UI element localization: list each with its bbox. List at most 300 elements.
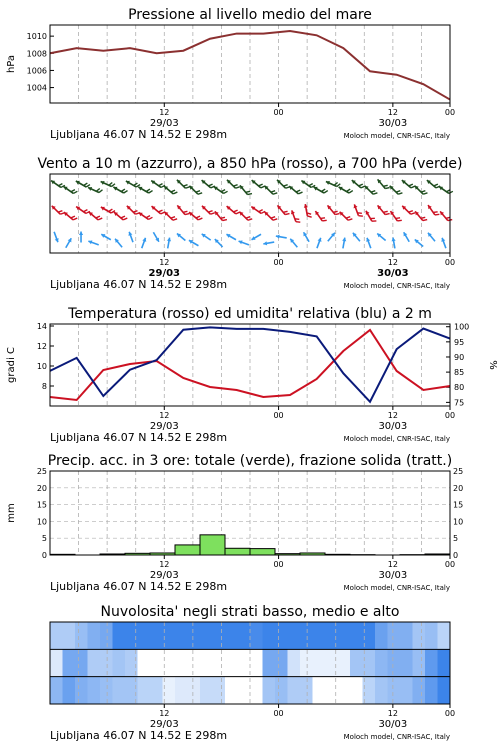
wind-feather — [198, 193, 202, 194]
wind-barb-10-m — [317, 238, 322, 248]
cloud-cell-basso — [63, 677, 76, 704]
wind-barb-700-hpa — [151, 181, 165, 188]
date-label: 29/03 — [149, 719, 179, 730]
y-tick-label: 25 — [36, 467, 47, 476]
wind-feather — [337, 184, 341, 187]
wind-feather — [149, 191, 153, 193]
wind-feather — [307, 216, 311, 217]
x-tick-label: 12 — [387, 709, 398, 718]
cloud-cell-alto — [288, 622, 301, 649]
wind-feather — [298, 192, 302, 194]
wind-barb-700-hpa — [51, 181, 65, 188]
y-tick-label: 15 — [36, 500, 47, 510]
cloud-cell-basso — [438, 677, 451, 704]
wind-feather — [324, 191, 328, 193]
wind-arrowhead — [79, 232, 83, 236]
precip-bar — [225, 548, 250, 555]
wind-barb-850-hpa — [114, 212, 127, 220]
wind-feather — [246, 191, 250, 192]
date-label: 30/03 — [378, 719, 408, 730]
wind-barb-700-hpa — [301, 181, 315, 188]
wind-feather — [398, 193, 402, 194]
cloud-cell-alto — [375, 622, 388, 649]
wind-feather — [321, 189, 325, 191]
precip-bar — [200, 535, 225, 555]
wind-feather — [283, 211, 287, 212]
wind-barb-700-hpa — [339, 187, 353, 193]
cloud-cell-medio — [238, 649, 251, 676]
wind-barb-10-m — [54, 232, 59, 242]
wind-barb-10-m — [101, 234, 111, 240]
x-tick-label: 00 — [444, 108, 456, 117]
cloud-cell-basso — [300, 677, 313, 704]
cloud-cell-alto — [88, 622, 101, 649]
cloud-cell-alto — [313, 622, 326, 649]
panel-title: Precip. acc. in 3 ore: totale (verde), frazione solida (tratt.) — [47, 453, 453, 469]
location-label: Ljubljana 46.07 N 14.52 E 298m — [50, 128, 228, 141]
wind-barb-10-m — [415, 239, 423, 246]
cloud-cell-alto — [150, 622, 163, 649]
wind-feather — [333, 211, 337, 212]
cloud-cell-basso — [113, 677, 126, 704]
location-label: Ljubljana 46.07 N 14.52 E 298m — [50, 431, 228, 444]
wind-barb-10-m — [377, 233, 385, 240]
wind-feather — [397, 220, 401, 221]
wind-feather — [98, 218, 102, 220]
wind-barb-850-hpa — [265, 212, 278, 220]
y-tick-label: 10 — [36, 362, 47, 371]
wind-barb-700-hpa — [214, 187, 228, 194]
y2-tick-label: 100 — [454, 322, 470, 332]
cloud-cell-basso — [288, 677, 301, 704]
date-label: 29/03 — [148, 268, 181, 279]
wind-feather — [423, 220, 427, 221]
wind-feather — [409, 184, 413, 186]
cloud-cell-alto — [275, 622, 288, 649]
cloud-cell-medio — [250, 649, 263, 676]
y2-tick-label: 90 — [454, 352, 465, 362]
cloud-cell-medio — [400, 649, 413, 676]
wind-barb-700-hpa — [88, 187, 102, 192]
wind-barb-700-hpa — [227, 180, 240, 188]
location-label: Ljubljana 46.07 N 14.52 E 298m — [50, 729, 228, 742]
y-axis-label: gradi C — [6, 347, 17, 383]
wind-feather — [348, 219, 352, 220]
x-tick-label: 00 — [273, 108, 284, 117]
y2-tick-label: 25 — [453, 467, 464, 476]
wind-barb-850-hpa — [390, 211, 401, 221]
cloud-cell-alto — [438, 622, 451, 649]
wind-barb-10-m — [189, 240, 199, 246]
wind-barb-10-m — [276, 235, 287, 239]
wind-feather — [322, 220, 326, 221]
y-tick-label: 1006 — [26, 66, 47, 76]
model-credit: Moloch model, CNR-ISAC, Italy — [343, 435, 450, 443]
cloud-cell-medio — [75, 649, 88, 676]
wind-barb-850-hpa — [215, 211, 227, 220]
y-axis-label: mm — [6, 503, 17, 523]
cloud-cell-medio — [313, 649, 326, 676]
cloud-cell-basso — [50, 677, 63, 704]
wind-feather — [109, 209, 113, 211]
wind-feather — [109, 182, 113, 185]
date-label: 30/03 — [378, 421, 408, 432]
wind-feather — [146, 189, 150, 191]
wind-feather — [71, 216, 75, 218]
wind-feather — [433, 212, 437, 213]
cloud-cell-alto — [238, 622, 251, 649]
model-credit: Moloch model, CNR-ISAC, Italy — [343, 733, 450, 741]
location-label: Ljubljana 46.07 N 14.52 E 298m — [50, 580, 228, 593]
wind-barb-850-hpa — [101, 207, 115, 213]
wind-feather — [73, 218, 77, 220]
wind-feather — [295, 219, 299, 220]
wind-feather — [196, 191, 200, 192]
wind-feather — [273, 193, 277, 194]
cloud-cell-alto — [113, 622, 126, 649]
cloud-cell-medio — [175, 649, 188, 676]
wind-feather — [96, 216, 100, 218]
cloud-cell-alto — [338, 622, 351, 649]
wind-barb-850-hpa — [202, 206, 215, 214]
wind-barb-850-hpa — [315, 211, 326, 221]
cloud-cell-medio — [50, 649, 63, 676]
wind-barb-700-hpa — [76, 181, 90, 187]
cloud-cell-medio — [338, 649, 351, 676]
x-tick-label: 12 — [387, 258, 398, 267]
wind-feather — [83, 210, 87, 212]
wind-barb-850-hpa — [227, 206, 240, 214]
cloud-cell-alto — [188, 622, 201, 649]
precip-bar — [175, 545, 200, 555]
wind-barb-700-hpa — [189, 186, 202, 194]
wind-feather — [84, 183, 88, 185]
wind-feather — [121, 189, 125, 191]
wind-barb-10-m — [328, 233, 335, 241]
wind-feather — [373, 193, 377, 194]
wind-feather — [112, 184, 116, 187]
wind-feather — [159, 184, 163, 186]
y-tick-label: 1008 — [26, 49, 47, 59]
y2-tick-label: 10 — [453, 517, 464, 527]
wind-barb-700-hpa — [252, 180, 265, 188]
cloud-cell-basso — [425, 677, 438, 704]
cloud-cell-basso — [200, 677, 213, 704]
wind-feather — [208, 184, 212, 186]
wind-feather — [248, 219, 252, 220]
precip-bar — [250, 549, 275, 555]
wind-barb-10-m — [167, 238, 171, 249]
panel-title: Pressione al livello medio del mare — [128, 7, 372, 23]
wind-feather — [285, 214, 289, 215]
cloud-cell-basso — [88, 677, 101, 704]
wind-feather — [224, 191, 228, 193]
wind-feather — [171, 190, 175, 192]
wind-barb-10-m — [263, 241, 274, 245]
cloud-cell-basso — [413, 677, 426, 704]
wind-feather — [358, 216, 362, 217]
wind-feather — [133, 211, 137, 212]
cloud-cell-alto — [350, 622, 363, 649]
wind-barb-10-m — [428, 233, 435, 241]
x-tick-label: 00 — [273, 560, 284, 569]
cloud-cell-basso — [375, 677, 388, 704]
x-tick-label: 12 — [159, 709, 170, 718]
wind-barb-10-m — [342, 238, 346, 249]
wind-barb-10-m — [441, 238, 446, 248]
cloud-cell-alto — [138, 622, 151, 649]
wind-barb-850-hpa — [164, 212, 177, 220]
wind-feather — [271, 217, 275, 218]
wind-feather — [173, 192, 177, 194]
wind-barb-850-hpa — [189, 212, 202, 220]
cloud-cell-alto — [225, 622, 238, 649]
cloud-cell-medio — [288, 649, 301, 676]
cloud-cell-basso — [313, 677, 326, 704]
wind-feather — [246, 217, 250, 218]
cloud-cell-medio — [113, 649, 126, 676]
cloud-cell-alto — [250, 622, 263, 649]
model-credit: Moloch model, CNR-ISAC, Italy — [343, 282, 450, 290]
wind-barb-700-hpa — [378, 179, 390, 188]
wind-barb-10-m — [115, 239, 122, 247]
wind-feather — [383, 211, 387, 212]
wind-feather — [171, 217, 175, 218]
wind-barb-700-hpa — [177, 180, 190, 188]
y2-tick-label: 85 — [454, 368, 465, 378]
y2-tick-label: 0 — [453, 551, 459, 560]
cloud-cell-medio — [88, 649, 101, 676]
cloud-cell-alto — [63, 622, 76, 649]
cloud-cell-alto — [413, 622, 426, 649]
wind-feather — [396, 191, 400, 192]
wind-feather — [149, 217, 153, 219]
wind-feather — [346, 217, 350, 218]
cloud-cell-basso — [175, 677, 188, 704]
wind-feather — [346, 189, 350, 191]
wind-barb-850-hpa — [64, 212, 77, 220]
cloud-cell-alto — [200, 622, 213, 649]
wind-feather — [434, 184, 438, 186]
x-tick-label: 12 — [159, 411, 170, 420]
wind-feather — [123, 218, 127, 220]
cloud-cell-basso — [188, 677, 201, 704]
cloud-cell-medio — [213, 649, 226, 676]
cloud-cell-medio — [388, 649, 401, 676]
wind-feather — [210, 213, 214, 214]
y2-tick-label: 5 — [453, 534, 459, 544]
date-label: 30/03 — [377, 268, 409, 279]
wind-feather — [233, 185, 237, 186]
wind-barb-10-m — [79, 232, 83, 243]
x-tick-label: 00 — [273, 411, 284, 420]
wind-feather — [121, 216, 125, 218]
cloud-cell-basso — [350, 677, 363, 704]
wind-barb-850-hpa — [139, 213, 153, 220]
model-credit: Moloch model, CNR-ISAC, Italy — [343, 584, 450, 592]
wind-barb-850-hpa — [402, 206, 415, 214]
cloud-cell-basso — [150, 677, 163, 704]
cloud-cell-medio — [413, 649, 426, 676]
wind-barb-850-hpa — [340, 212, 353, 220]
wind-feather — [124, 191, 128, 193]
wind-feather — [58, 211, 62, 212]
wind-barb-850-hpa — [89, 212, 102, 220]
wind-feather — [385, 214, 389, 215]
wind-barb-10-m — [353, 233, 360, 241]
wind-feather — [185, 187, 189, 188]
cloud-cell-medio — [425, 649, 438, 676]
wind-feather — [296, 222, 300, 223]
wind-feather — [383, 185, 387, 186]
wind-barb-10-m — [392, 238, 396, 249]
x-tick-label: 00 — [444, 709, 456, 718]
panel-5 — [50, 604, 455, 742]
wind-barb-700-hpa — [113, 187, 127, 193]
wind-feather — [71, 190, 75, 192]
cloud-cell-medio — [188, 649, 201, 676]
wind-barb-700-hpa — [365, 186, 378, 194]
wind-barb-850-hpa — [152, 206, 165, 214]
y-tick-label: 0 — [41, 551, 47, 560]
x-tick-label: 00 — [444, 560, 456, 569]
wind-feather — [196, 216, 200, 218]
cloud-cell-alto — [263, 622, 276, 649]
wind-feather — [208, 211, 212, 212]
wind-feather — [58, 184, 62, 186]
wind-barb-700-hpa — [138, 187, 152, 193]
wind-feather — [185, 214, 189, 215]
wind-feather — [396, 218, 400, 219]
panel-3 — [6, 306, 498, 444]
cloud-cell-medio — [263, 649, 276, 676]
wind-barb-850-hpa — [127, 206, 140, 214]
cloud-cell-alto — [75, 622, 88, 649]
wind-feather — [309, 184, 313, 186]
x-tick-label: 00 — [444, 258, 456, 267]
panel-1 — [6, 7, 455, 141]
wind-barb-10-m — [226, 234, 236, 240]
wind-barb-700-hpa — [314, 187, 328, 193]
wind-barb-850-hpa — [378, 205, 390, 214]
cloud-cell-alto — [400, 622, 413, 649]
wind-feather — [158, 210, 162, 212]
wind-barb-850-hpa — [327, 205, 339, 214]
wind-barb-10-m — [304, 232, 310, 242]
wind-barb-10-m — [404, 232, 410, 242]
date-label: 30/03 — [378, 118, 408, 129]
wind-barb-10-m — [142, 238, 147, 248]
wind-feather — [409, 211, 413, 212]
wind-barb-850-hpa — [304, 204, 312, 217]
cloud-cell-medio — [275, 649, 288, 676]
wind-feather — [223, 220, 227, 221]
panel-4 — [6, 453, 463, 593]
wind-feather — [99, 190, 103, 193]
y-tick-label: 5 — [41, 534, 47, 544]
cloud-cell-alto — [175, 622, 188, 649]
wind-barb-700-hpa — [265, 186, 278, 194]
wind-feather — [349, 191, 353, 193]
cloud-cell-alto — [388, 622, 401, 649]
cloud-cell-basso — [388, 677, 401, 704]
wind-barb-10-m — [66, 238, 72, 248]
wind-feather — [234, 210, 238, 212]
wind-barb-850-hpa — [291, 210, 300, 222]
wind-barb-10-m — [128, 232, 133, 242]
wind-feather — [283, 185, 287, 186]
cloud-cell-basso — [250, 677, 263, 704]
wind-feather — [371, 191, 375, 192]
cloud-cell-basso — [338, 677, 351, 704]
cloud-cell-alto — [425, 622, 438, 649]
wind-feather — [198, 218, 202, 220]
wind-barb-700-hpa — [402, 180, 415, 188]
x-tick-label: 12 — [387, 411, 398, 420]
wind-barb-700-hpa — [289, 186, 302, 194]
y-tick-label: 1004 — [26, 83, 47, 93]
wind-barb-850-hpa — [251, 207, 265, 214]
cloud-cell-medio — [375, 649, 388, 676]
panel-title: Nuvolosita' negli strati basso, medio e alto — [100, 604, 400, 620]
cloud-cell-basso — [400, 677, 413, 704]
wind-feather — [411, 213, 415, 214]
wind-barb-850-hpa — [52, 206, 65, 214]
cloud-cell-alto — [100, 622, 113, 649]
y-tick-label: 8 — [41, 382, 47, 391]
x-tick-label: 12 — [159, 258, 170, 267]
cloud-cell-basso — [263, 677, 276, 704]
wind-barb-700-hpa — [352, 180, 365, 188]
model-credit: Moloch model, CNR-ISAC, Italy — [343, 132, 450, 140]
wind-feather — [136, 185, 140, 187]
panel-2 — [37, 156, 462, 291]
y-tick-label: 12 — [36, 342, 47, 351]
wind-barb-10-m — [290, 239, 297, 247]
wind-barb-850-hpa — [354, 204, 363, 216]
wind-feather — [335, 214, 339, 215]
wind-barb-700-hpa — [126, 181, 140, 187]
wind-feather — [273, 219, 277, 220]
x-tick-label: 12 — [387, 108, 398, 117]
wind-barb-10-m — [239, 240, 249, 245]
y-axis-label: hPa — [6, 54, 17, 74]
cloud-cell-alto — [50, 622, 63, 649]
cloud-cell-alto — [213, 622, 226, 649]
wind-barb-10-m — [366, 238, 371, 248]
wind-barb-10-m — [88, 240, 98, 245]
wind-feather — [96, 188, 100, 191]
x-tick-label: 00 — [444, 411, 456, 420]
x-tick-label: 00 — [273, 258, 284, 267]
x-tick-label: 12 — [159, 560, 170, 569]
cloud-cell-medio — [300, 649, 313, 676]
wind-feather — [296, 190, 300, 192]
cloud-cell-basso — [100, 677, 113, 704]
cloud-cell-basso — [138, 677, 151, 704]
wind-barb-700-hpa — [202, 180, 215, 188]
cloud-cell-medio — [63, 649, 76, 676]
date-label: 29/03 — [149, 118, 179, 129]
y2-axis-label: % — [487, 360, 498, 370]
y2-tick-label: 95 — [454, 337, 465, 347]
cloud-cell-alto — [300, 622, 313, 649]
cloud-cell-medio — [100, 649, 113, 676]
wind-barb-850-hpa — [177, 205, 189, 214]
wind-feather — [259, 210, 263, 212]
wind-barb-10-m — [177, 233, 185, 240]
cloud-cell-medio — [200, 649, 213, 676]
